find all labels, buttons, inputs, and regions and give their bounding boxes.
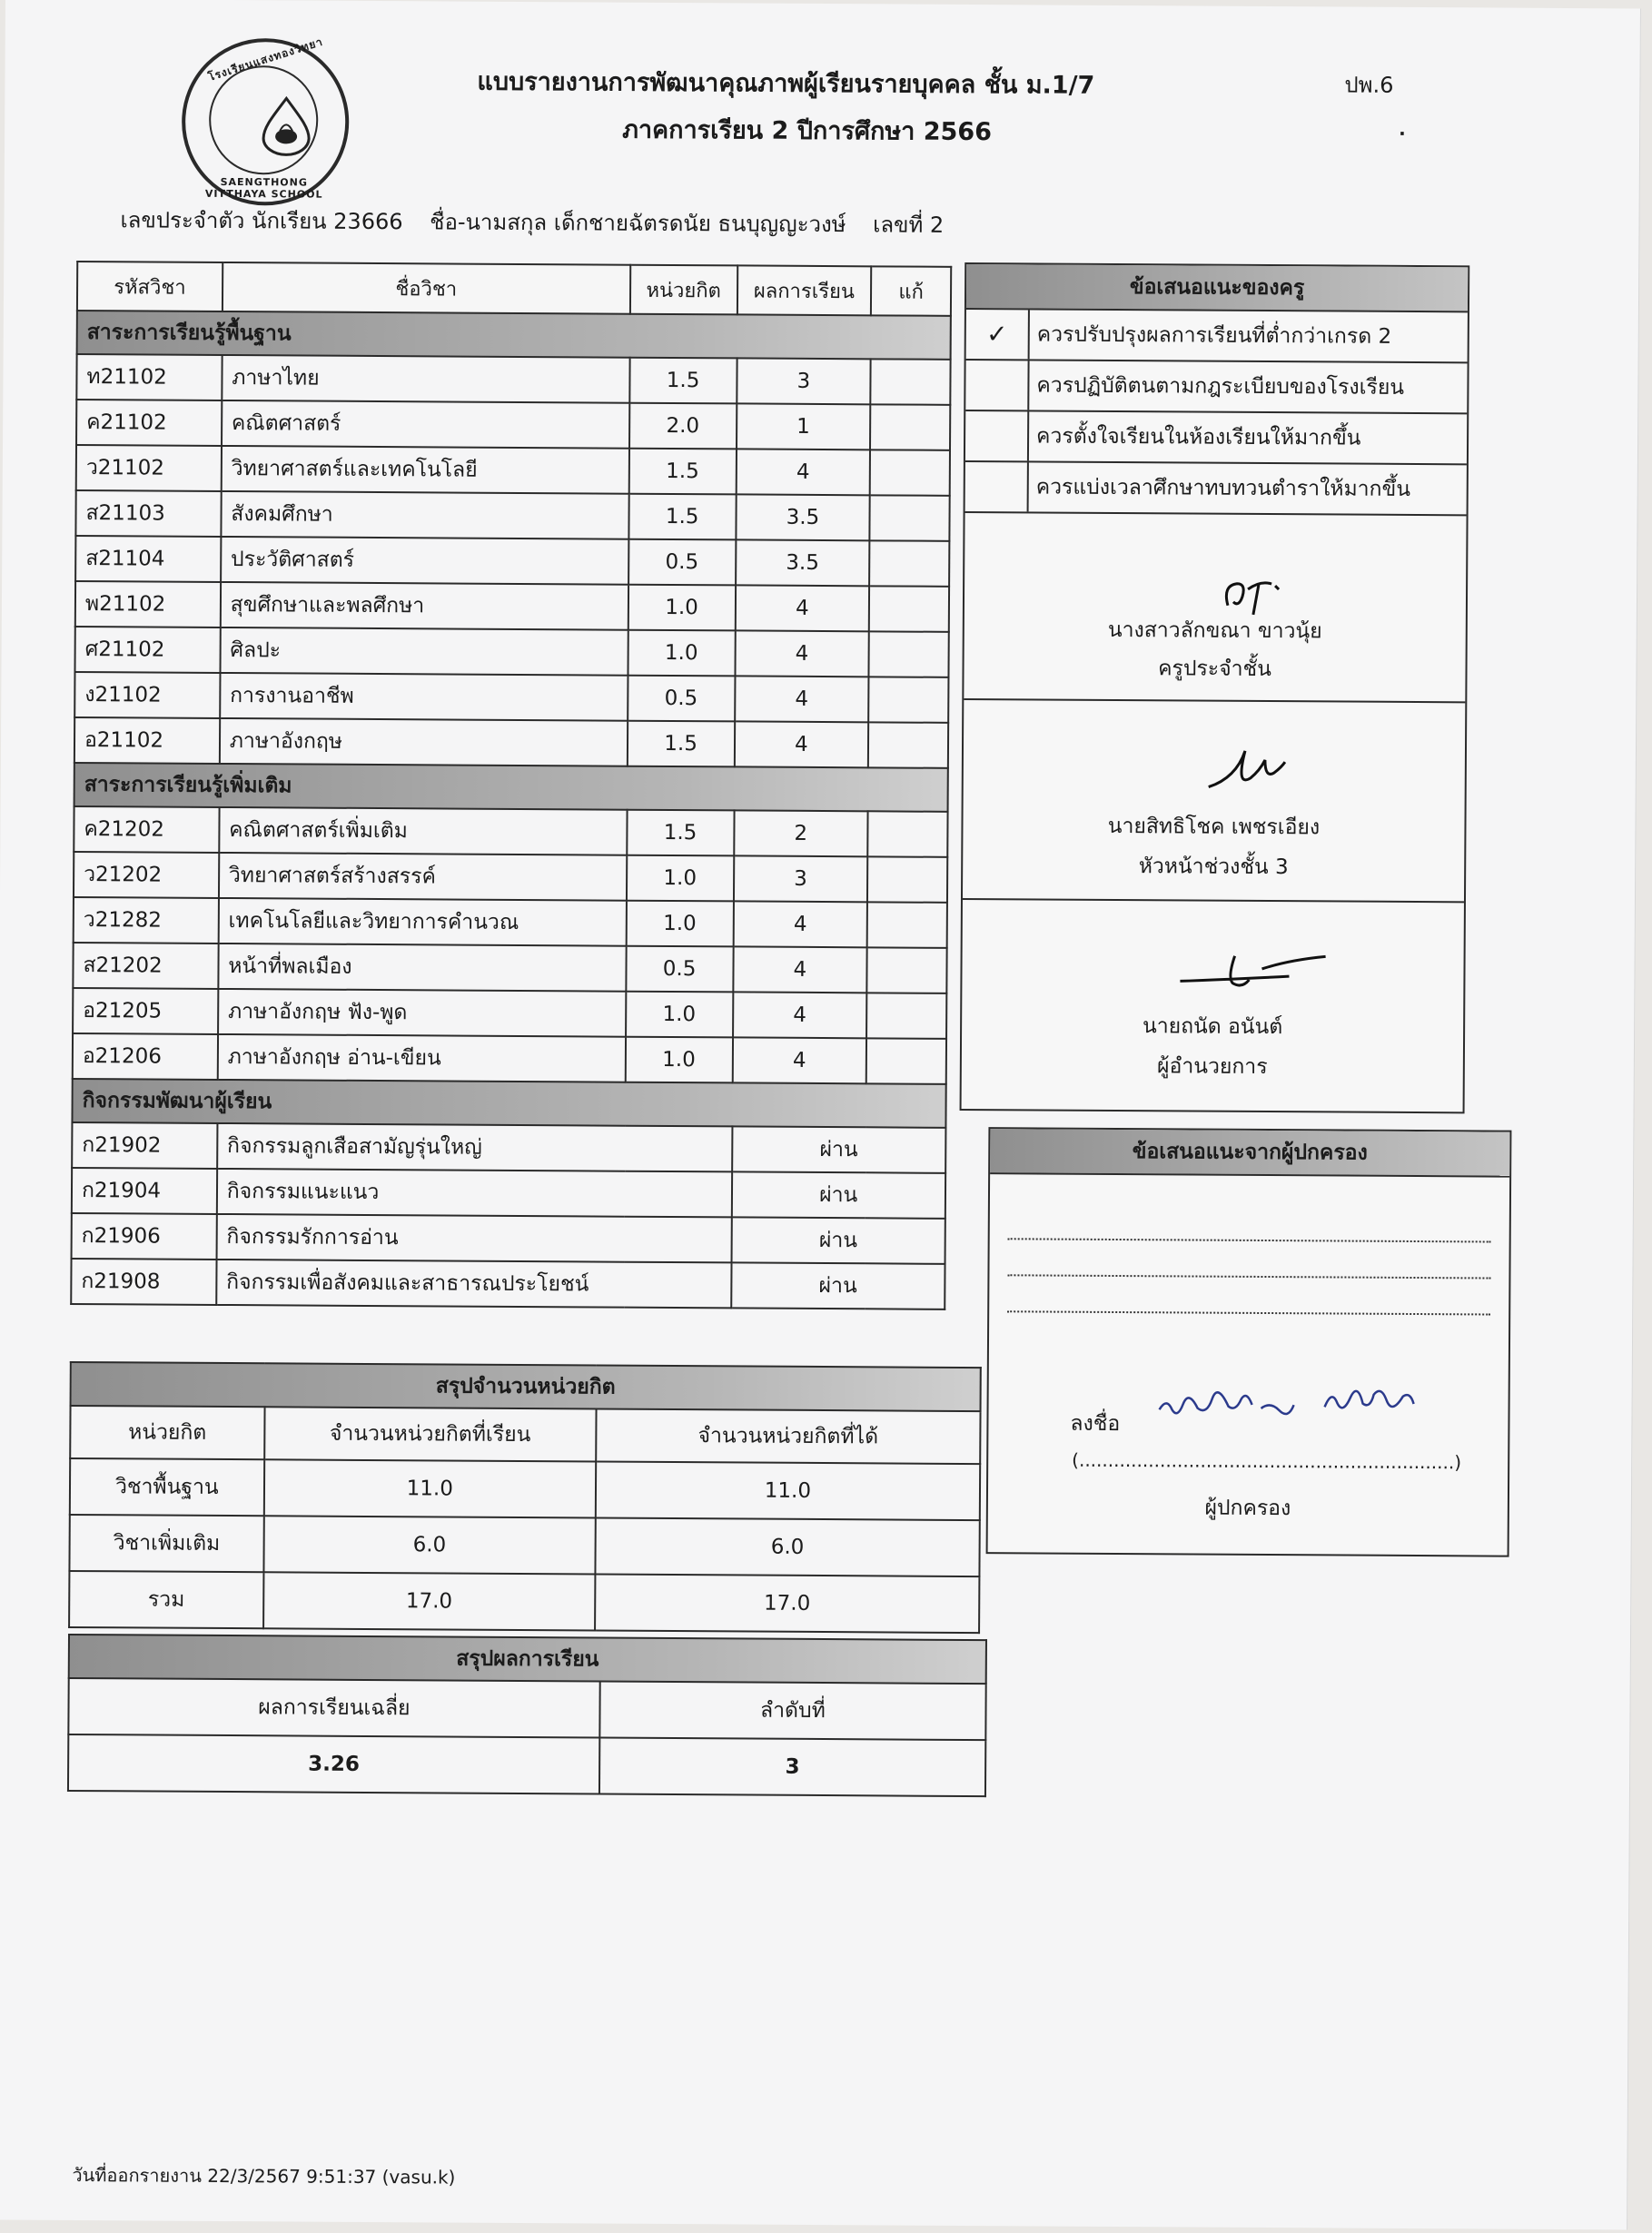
subject-grade: 4: [734, 721, 868, 767]
activity-name: กิจกรรมลูกเสือสามัญรุ่นใหญ่: [217, 1123, 732, 1171]
subject-code: อ21205: [73, 988, 218, 1034]
subject-credit: 1.5: [628, 721, 735, 767]
subject-fix: [866, 1038, 946, 1084]
subject-credit: 1.0: [628, 630, 735, 677]
activity-result: ผ่าน: [731, 1262, 945, 1309]
subject-row: [75, 536, 949, 587]
handwritten-signature-icon: [1191, 728, 1372, 802]
student-number: เลขที่ 2: [873, 212, 945, 238]
grades-header-row: [77, 262, 951, 316]
credit-col-label: หน่วยกิต: [70, 1406, 264, 1459]
subject-credit: 1.5: [628, 449, 736, 495]
teacher-rec-title: ข้อเสนอแนะของครู: [966, 264, 1468, 312]
sign-label: ลงชื่อ: [1070, 1411, 1121, 1437]
subject-row: [73, 943, 946, 993]
recommendation-check-icon: [965, 411, 1029, 460]
signature-block: [964, 513, 1466, 703]
subject-grade: 1: [737, 403, 871, 450]
subject-credit: 0.5: [628, 676, 735, 722]
credit-col-earned: จำนวนหน่วยกิตที่ได้: [596, 1409, 980, 1465]
subject-grade: 3.5: [736, 539, 870, 586]
subject-code: ท21102: [76, 354, 222, 400]
school-logo: [182, 35, 350, 206]
subject-row: [76, 445, 950, 496]
recommendation-item: [965, 361, 1467, 414]
credit-earned: 11.0: [596, 1462, 980, 1521]
parent-role: ผู้ปกครอง: [1204, 1496, 1291, 1521]
subject-grade: 2: [734, 810, 868, 856]
subject-grade: 4: [732, 1037, 866, 1083]
subject-name: ภาษาอังกฤษ อ่าน-เขียน: [218, 1034, 626, 1082]
activity-name: กิจกรรมแนะแนว: [217, 1169, 732, 1217]
subject-grade: 3: [737, 358, 871, 404]
grades-table: [70, 261, 952, 1310]
gpa-value: 3.26: [68, 1734, 599, 1794]
subject-fix: [868, 722, 948, 768]
subject-credit: 1.0: [625, 1037, 732, 1083]
subject-row: [74, 806, 947, 857]
credit-row-label: วิชาพื้นฐาน: [70, 1458, 264, 1516]
recommendation-item: [965, 411, 1467, 465]
subject-credit: 1.0: [628, 585, 735, 631]
subject-code: ส21103: [75, 490, 221, 537]
signer-role: หัวหน้าช่วงชั้น 3: [1138, 855, 1289, 880]
subject-name: คณิตศาสตร์เพิ่มเติม: [219, 807, 627, 855]
flame-emblem-icon: [254, 94, 318, 158]
subject-credit: 1.5: [629, 358, 737, 404]
subject-credit: 1.0: [626, 992, 733, 1038]
subject-code: ส21202: [73, 943, 218, 989]
subject-name: ศิลปะ: [220, 627, 628, 676]
handwritten-signature-icon: [1192, 550, 1373, 624]
subject-fix: [867, 902, 947, 948]
student-id: เลขประจำตัว นักเรียน 23666: [120, 207, 403, 235]
extra-subjects: [73, 806, 948, 1084]
credit-studied: 11.0: [263, 1459, 596, 1517]
subject-grade: 4: [735, 630, 869, 677]
signature-block: [962, 900, 1464, 1101]
subject-grade: 4: [733, 946, 867, 993]
credit-studied: 6.0: [263, 1516, 596, 1574]
subject-code: ส21104: [75, 536, 221, 582]
form-code: ปพ.6: [1344, 72, 1394, 98]
rank-header: ลำดับที่: [599, 1682, 986, 1741]
subject-fix: [869, 586, 949, 632]
activity-result: ผ่าน: [731, 1217, 945, 1263]
activity-row: [72, 1122, 945, 1173]
activity-result: ผ่าน: [732, 1126, 946, 1172]
activity-row: [71, 1259, 945, 1309]
subject-credit: 1.0: [626, 901, 733, 947]
print-timestamp: วันที่ออกรายงาน 22/3/2567 9:51:37 (vasu.k): [72, 2163, 456, 2189]
recommendation-item: [965, 462, 1467, 516]
subject-credit: 2.0: [629, 403, 737, 450]
credit-row: [70, 1458, 980, 1520]
gpa-header: ผลการเรียนเฉลี่ย: [68, 1678, 599, 1738]
subject-row: [74, 717, 948, 768]
parent-signature-icon: [1152, 1375, 1479, 1428]
report-page: โรงเรียนแสงทองวิทยา SAENGTHONG VITTHAYA SCHOOL แบบรายงานการพัฒนาคุณภาพผู้เรียนรายบุคคล ชั้น ม.1/7 ภาคการเรียน 2 ปีการศึกษา 2566 ปพ.6 . เลขประจำตัว นักเรียน 23666 ชื่อ-นามสกุล เด็กชายฉัตรดนัย ธนบุญญะวงษ์ เลขที่ 2 รหัสวิชา ชื่อวิชา หน่วยกิต ผลการเรียน แก้ สาระการเรียนรู้พื้นฐาน ท21102 ภาษาไทย 1.5 3 ค21102 คณิตศาสตร์ 2.0 1 ว21102 วิทยาศาสตร์และเทคโนโลยี 1.5 4 ส21103 สังคมศึกษา 1.5 3.5 ส21104 ประวัติศาสตร์ 0.5 3.5 พ21102 สุขศึกษาและพลศึกษา 1.0 4 ศ21102 ศิลปะ 1.0 4 ง21102 การงานอาชีพ 0.5 4 อ21102 ภาษาอังกฤษ 1.5 4 สาระการเรียนรู้เพิ่มเติม ค21202 คณิตศาสตร์เพิ่มเติม 1.5 2 ว21202 วิทยาศาสตร์สร้างสรรค์ 1.0 3 ว21282 เทคโนโลยีและวิทยาการคำนวณ 1.0 4 ส21202 หน้าที่พลเมือง 0.5 4 อ21205 ภาษาอังกฤษ ฟัง-พูด 1.0 4 อ21206 ภาษาอังกฤษ อ่าน-เขียน 1.0 4 กิจกรรมพัฒนาผู้เรียน ก21902 กิจกรรมลูกเสือสามัญรุ่นใหญ่ ผ่าน ก21904 กิจกรรมแนะแนว ผ่าน ก21906 กิจกรรมรักการอ่าน ผ่าน ก21908 กิจกรรมเพื่อสังคมและสาธารณประโยชน์ ผ่าน สรุปจำนวนหน่วยกิต หน่วยกิต จำนวนหน่วยกิตที่เรียน จำนวนหน่วยกิตที่ได้ วิชาพื้นฐาน 11.0 11.0 วิชาเพิ่มเติม 6.0 6.0 รวม 17.0 17.0 สรุปผลการเรียน ผลการเรียนเฉลี่ย ลำดับที่ 3.26 3 ข้อเสนอแนะของครู ✓ ควรปรับปรุงผลการเรียนที่ต่ำกว่าเกรด 2 ควรปฏิบัติตนตามกฎระเบียบของโรงเรียน ควรตั้งใจเรียนในห้องเรียนให้มากขึ้น ควรแบ่งเวลาศึกษาทบทวนตำราให้มากขึ้น นางสาวลักขณา ขาวนุ้ย ครูประจำชั้น นายสิทธิโชค เพชรเอียง หัวหน้าช่วงชั้น 3 นายถนัด อนันต์ ผู้อำนวยการ ข้อเสนอแนะจากผู้ปกครอง ลงชื่อ (.................................................................) ผู้ปกครอง วันที่ออกรายงาน 22/3/2567 9:51:37 (vasu.k): [0, 0, 1641, 2229]
recommendation-check-icon: [965, 361, 1029, 410]
col-credit: หน่วยกิต: [630, 265, 737, 315]
activity-code: ก21904: [72, 1168, 217, 1214]
credit-earned: 17.0: [595, 1574, 979, 1633]
comment-line-3: [1007, 1310, 1490, 1315]
subject-name: การงานอาชีพ: [220, 673, 628, 721]
subject-code: พ21102: [75, 581, 221, 627]
subject-grade: 4: [735, 585, 869, 631]
comment-line-1: [1008, 1238, 1491, 1242]
recommendation-text: ควรแบ่งเวลาศึกษาทบทวนตำราให้มากขึ้น: [1035, 475, 1411, 501]
subject-row: [76, 354, 950, 405]
section-extra: สาระการเรียนรู้เพิ่มเติม: [74, 763, 948, 812]
logo-text-top: โรงเรียนแสงทองวิทยา: [206, 35, 325, 84]
subject-code: ว21102: [76, 445, 222, 491]
subject-fix: [867, 947, 947, 993]
credit-summary-table: [68, 1361, 982, 1634]
subject-fix: [866, 993, 946, 1039]
subject-name: วิทยาศาสตร์และเทคโนโลยี: [221, 446, 628, 494]
credit-summary-title: สรุปจำนวนหน่วยกิต: [71, 1362, 981, 1411]
recommendation-check-icon: [965, 462, 1029, 511]
teacher-recommendations: [960, 262, 1470, 1113]
subject-row: [73, 988, 946, 1039]
parent-recommendations: [986, 1127, 1512, 1557]
subject-credit: 1.5: [627, 810, 734, 856]
comment-line-2: [1007, 1274, 1490, 1279]
subject-grade: 4: [735, 676, 869, 722]
credit-row-label: รวม: [69, 1571, 263, 1628]
subject-fix: [868, 677, 948, 723]
recommendation-item: [966, 310, 1468, 363]
signer-role: ผู้อำนวยการ: [1157, 1054, 1268, 1080]
subject-name: ภาษาอังกฤษ ฟัง-พูด: [218, 989, 626, 1037]
subject-code: ศ21102: [74, 627, 220, 673]
subject-name: หน้าที่พลเมือง: [218, 944, 626, 992]
signer-name: นายสิทธิโชค เพชรเอียง: [1107, 814, 1321, 840]
recommendation-check-icon: ✓: [966, 310, 1030, 359]
subject-row: [74, 852, 947, 903]
subject-code: อ21102: [74, 717, 220, 764]
subject-code: ว21282: [74, 897, 219, 944]
subject-fix: [870, 450, 950, 496]
subject-grade: 3.5: [736, 494, 870, 540]
credit-row: [69, 1571, 979, 1633]
credit-row: [69, 1515, 979, 1576]
signer-name: นางสาวลักขณา ขาวนุ้ย: [1107, 618, 1322, 644]
activity-code: ก21902: [72, 1122, 217, 1169]
subject-code: ค21102: [76, 400, 222, 446]
student-name: ชื่อ-นามสกุล เด็กชายฉัตรดนัย ธนบุญญะวงษ์: [430, 209, 846, 238]
subject-credit: 1.5: [628, 494, 736, 540]
subject-name: วิทยาศาสตร์สร้างสรรค์: [219, 853, 627, 901]
activities: [71, 1122, 945, 1309]
result-summary-title: สรุปผลการเรียน: [69, 1635, 986, 1684]
core-subjects: [74, 354, 951, 768]
logo-text-bottom: SAENGTHONG VITTHAYA SCHOOL: [204, 175, 323, 201]
activity-name: กิจกรรมเพื่อสังคมและสาธารณประโยชน์: [216, 1260, 731, 1308]
subject-grade: 4: [733, 901, 867, 947]
subject-fix: [867, 856, 947, 903]
report-subtitle: ภาคการเรียน 2 ปีการศึกษา 2566: [622, 115, 993, 147]
signer-role: ครูประจำชั้น: [1158, 657, 1272, 682]
credit-row-label: วิชาเพิ่มเติม: [69, 1515, 263, 1572]
subject-name: เทคโนโลยีและวิทยาการคำนวณ: [218, 898, 626, 946]
rank-value: 3: [599, 1738, 986, 1797]
subject-name: สังคมศึกษา: [221, 491, 628, 539]
col-fix: แก้: [871, 266, 951, 316]
subject-credit: 1.0: [627, 855, 734, 902]
subject-name: ภาษาไทย: [222, 355, 629, 403]
activity-row: [72, 1168, 945, 1219]
activity-result: ผ่าน: [731, 1171, 945, 1218]
subject-credit: 0.5: [626, 946, 733, 993]
subject-row: [74, 627, 948, 677]
activity-row: [72, 1213, 945, 1264]
student-info: [120, 202, 964, 242]
section-activities: กิจกรรมพัฒนาผู้เรียน: [72, 1079, 945, 1128]
subject-grade: 3: [734, 855, 868, 902]
subject-code: ว21202: [74, 852, 219, 898]
activity-code: ก21906: [72, 1213, 217, 1260]
handwritten-signature-icon: [1171, 928, 1352, 1002]
subject-fix: [870, 495, 950, 541]
col-grade: ผลการเรียน: [737, 265, 871, 315]
subject-code: อ21206: [73, 1033, 218, 1080]
subject-row: [74, 672, 948, 723]
subject-fix: [870, 404, 950, 450]
subject-fix: [867, 811, 947, 857]
section-core: สาระการเรียนรู้พื้นฐาน: [77, 311, 951, 360]
subject-name: ภาษาอังกฤษ: [220, 718, 628, 766]
subject-credit: 0.5: [628, 539, 736, 586]
subject-name: ประวัติศาสตร์: [221, 537, 628, 585]
subject-code: ค21202: [74, 806, 219, 853]
subject-fix: [871, 359, 951, 405]
col-code: รหัสวิชา: [77, 262, 223, 311]
parent-name-line: (.................................................................): [1072, 1448, 1462, 1474]
subject-grade: 4: [736, 449, 870, 495]
subject-row: [75, 581, 949, 632]
parent-rec-title: ข้อเสนอแนะจากผู้ปกครอง: [990, 1129, 1509, 1177]
credit-col-studied: จำนวนหน่วยกิตที่เรียน: [264, 1407, 597, 1461]
activity-name: กิจกรรมรักการอ่าน: [216, 1214, 731, 1262]
credit-studied: 17.0: [263, 1572, 596, 1630]
credit-earned: 6.0: [595, 1517, 979, 1576]
signature-block: [963, 700, 1465, 903]
subject-fix: [869, 540, 949, 587]
subject-name: สุขศึกษาและพลศึกษา: [221, 582, 628, 630]
recommendation-text: ควรปรับปรุงผลการเรียนที่ต่ำกว่าเกรด 2: [1036, 322, 1392, 349]
subject-grade: 4: [733, 992, 867, 1038]
subject-row: [73, 1033, 946, 1084]
result-summary-table: [67, 1634, 987, 1797]
subject-fix: [869, 631, 949, 677]
subject-code: ง21102: [74, 672, 220, 718]
recommendation-text: ควรปฏิบัติตนตามกฎระเบียบของโรงเรียน: [1036, 373, 1405, 400]
subject-row: [74, 897, 947, 948]
signer-name: นายถนัด อนันต์: [1142, 1014, 1283, 1040]
col-subject: ชื่อวิชา: [223, 262, 630, 314]
subject-row: [75, 490, 949, 541]
recommendation-text: ควรตั้งใจเรียนในห้องเรียนให้มากขึ้น: [1036, 424, 1361, 450]
report-title: แบบรายงานการพัฒนาคุณภาพผู้เรียนรายบุคคล ชั้น ม.1/7: [477, 67, 1095, 100]
activity-code: ก21908: [71, 1259, 216, 1305]
subject-row: [76, 400, 950, 450]
subject-name: คณิตศาสตร์: [222, 400, 629, 449]
